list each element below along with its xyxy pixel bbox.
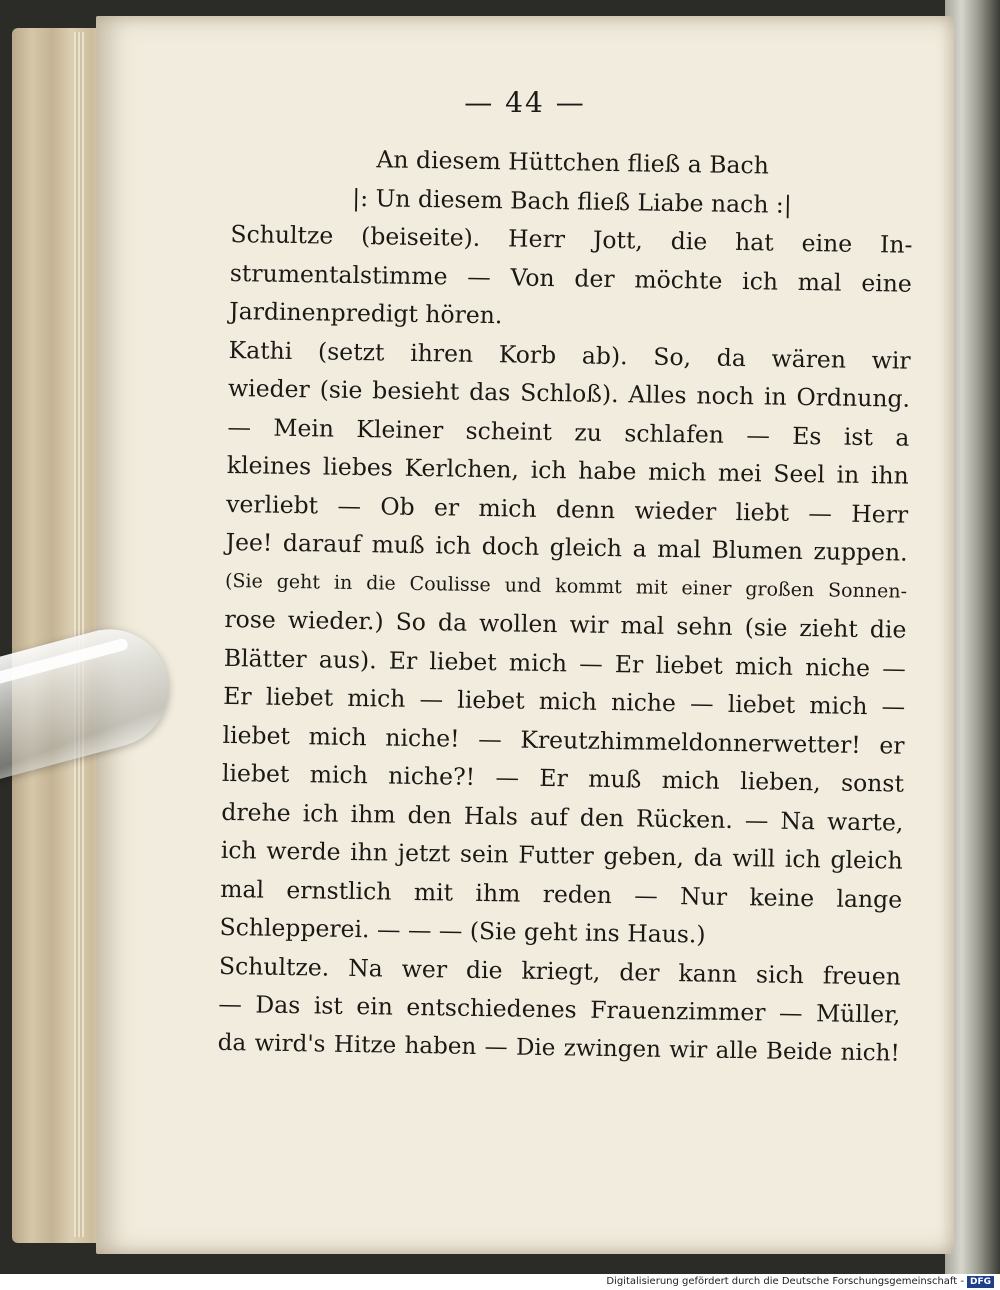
text-block <box>217 138 913 1073</box>
footer-credit: Digitalisierung gefördert durch die Deutsche Forschungsgemeinschaft - <box>606 1276 964 1287</box>
text-line: Jardinenpredigt hören. <box>229 296 503 330</box>
text-line: wieder (sie besieht das Schloß). Alles noch in Ordnung. <box>227 373 911 413</box>
text-line: liebet mich niche?! — Er muß mich lieben, sonst <box>221 758 905 798</box>
digitization-footer <box>0 1274 1000 1290</box>
text-line: mal ernstlich mit ihm reden — Nur keine lange <box>219 874 903 914</box>
text-line: Schultze (beiseite). Herr Jott, die hat eine In- <box>230 219 913 259</box>
text-line: An diesem Hüttchen fließ a Bach <box>376 145 770 180</box>
text-line: Blätter aus). Er liebet mich — Er liebet mich niche — <box>223 643 906 683</box>
text-line: rose wieder.) So da wollen wir mal sehn (sie zieht die <box>224 604 907 644</box>
text-line: verliebt — Ob er mich denn wieder liebt — Herr <box>226 489 909 529</box>
text-line: kleines liebes Kerlchen, ich habe mich mei Seel in ihn <box>226 450 909 490</box>
text-line: — Das ist ein entschiedenes Frauenzimmer — Müller, <box>218 989 901 1029</box>
text-line: ich werde ihn jetzt sein Futter geben, da will ich gleich <box>220 835 903 875</box>
text-line: Kathi (setzt ihren Korb ab). So, da wären wir <box>228 335 911 375</box>
text-line: — Mein Kleiner scheint zu schlafen — Es ist a <box>227 412 910 452</box>
text-line: Schlepperei. — — — (Sie geht ins Haus.) <box>219 912 706 949</box>
dfg-logo: DFG <box>967 1276 994 1288</box>
text-line: |: Un diesem Bach fließ Liabe nach :| <box>352 183 792 219</box>
text-line: Er liebet mich — liebet mich niche — liebet mich — <box>223 681 906 721</box>
text-line: strumentalstimme — Von der möchte ich mal eine <box>229 258 913 298</box>
text-line: liebet mich niche! — Kreutzhimmeldonnerwetter! er <box>222 720 905 760</box>
text-line: da wird's Hitze haben — Die zwingen wir alle Beide nich! <box>217 1029 900 1067</box>
text-line: Jee! darauf muß ich doch gleich a mal Blumen zuppen. <box>225 527 908 567</box>
text-line: Schultze. Na wer die kriegt, der kann sich freuen <box>218 951 902 991</box>
text-line: drehe ich ihm den Hals auf den Rücken. — Na warte, <box>221 797 904 837</box>
page-number: — 44 — <box>464 86 586 119</box>
text-line: (Sie geht in die Coulisse und kommt mit einer großen Sonnen- <box>224 569 908 603</box>
